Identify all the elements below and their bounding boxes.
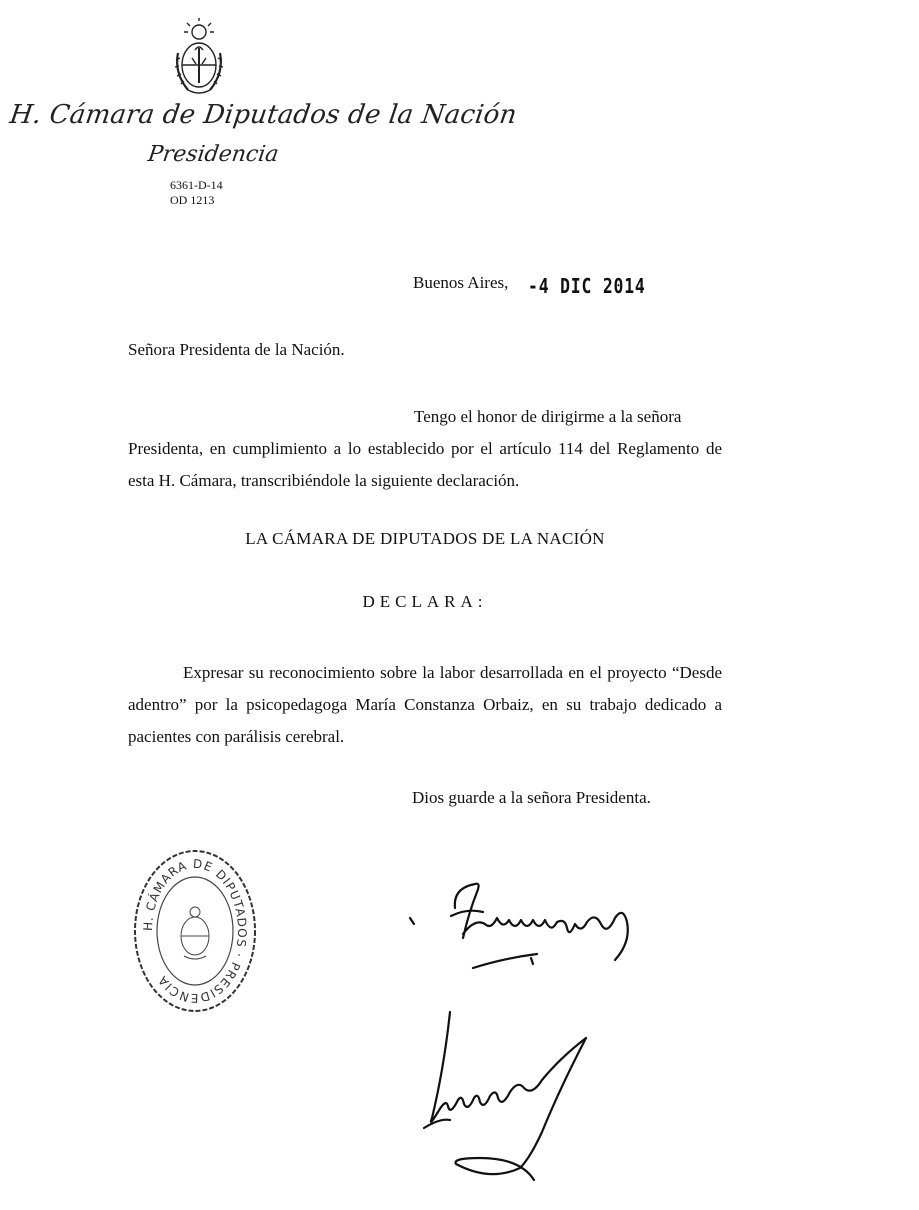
declaration-paragraph: [128, 657, 722, 753]
intro-paragraph: [128, 401, 722, 497]
svg-text:H. CÁMARA DE DIPUTADOS · PRESI: H. CÁMARA DE DIPUTADOS · PRESIDENCIA: [140, 856, 250, 1006]
letterhead-institution: H. Cámara de Diputados de la Nación: [7, 100, 519, 130]
declaration-text: Expresar su reconocimiento sobre la labor desarrollada en el proyecto “Desde adentro” por la psicopedagoga María Constanza Orbaiz, en su trabajo dedicado a pacientes con parálisis cerebral.: [128, 663, 722, 746]
file-number: 6361-D-14: [170, 178, 223, 192]
date-place: Buenos Aires,: [413, 273, 509, 292]
official-seal-icon: [132, 848, 258, 1014]
closing-line: Dios guarde a la señora Presidenta.: [412, 788, 651, 807]
order-number: OD 1213: [170, 193, 215, 207]
chamber-heading: LA CÁMARA DE DIPUTADOS DE LA NACIÓN: [245, 529, 605, 548]
declara-heading: DECLARA:: [362, 592, 488, 611]
intro-first-line: Tengo el honor de dirigirme a la señora: [414, 407, 682, 426]
signature-2: [410, 1008, 610, 1198]
signature-1: [405, 878, 645, 988]
coat-of-arms-icon: [170, 18, 228, 98]
salutation: Señora Presidenta de la Nación.: [128, 340, 345, 359]
date-stamp: -4 DIC 2014: [528, 274, 646, 298]
intro-rest: Presidenta, en cumplimiento a lo establecido por el artículo 114 del Reglamento de esta H. Cámara, transcribiéndole la siguiente declaración.: [128, 439, 722, 490]
letterhead-office: Presidencia: [146, 142, 281, 167]
